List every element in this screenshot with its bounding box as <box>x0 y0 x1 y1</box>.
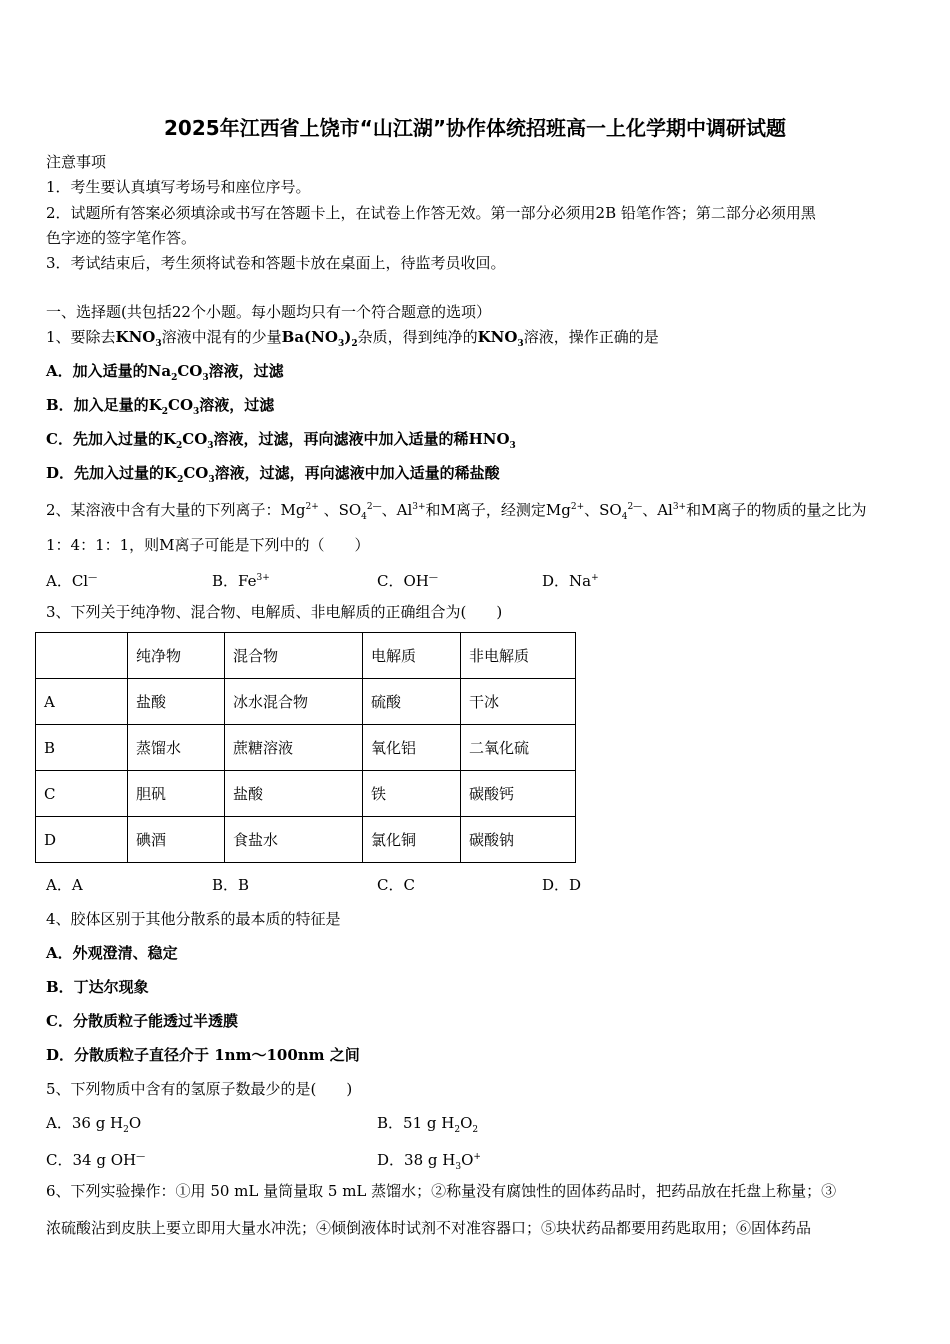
question-3-option-b[interactable]: B．B <box>212 876 250 894</box>
question-3-option-c[interactable]: C．C <box>377 876 415 894</box>
table-cell: 胆矾 <box>128 771 225 817</box>
notice-item: 2．试题所有答案必须填涂或书写在答题卡上，在试卷上作答无效。第一部分必须用2B 铅笔作答；第二部分必须用黑 <box>46 204 816 222</box>
question-6-stem: 6、下列实验操作：①用 50 mL 量筒量取 5 mL 蒸馏水；②称量没有腐蚀性的固体药品时，把药品放在托盘上称量；③ <box>46 1182 837 1200</box>
question-2-option-a[interactable]: A．Cl— <box>46 572 98 590</box>
table-cell: A <box>36 679 128 725</box>
question-2-option-d[interactable]: D．Na+ <box>542 572 599 590</box>
question-2-stem: 2、某溶液中含有大量的下列离子：$Mg^{2+}$ 、$SO_4^{2—}$、$Al^{3+}$和M离子，经测定$Mg^{2+}$、$SO_4^{2—}$、$Al^{3+}$和M离子的物质的量之比为 <box>46 501 867 522</box>
question-4-option-b[interactable]: B．丁达尔现象 <box>46 978 149 996</box>
question-4-option-c[interactable]: C．分散质粒子能透过半透膜 <box>46 1012 238 1030</box>
table-cell: 硫酸 <box>363 679 461 725</box>
table-cell: 氯化铜 <box>363 817 461 863</box>
table-cell: 氧化铝 <box>363 725 461 771</box>
table-cell: 食盐水 <box>225 817 363 863</box>
question-2-option-c[interactable]: C．OH— <box>377 572 438 590</box>
table-cell: 碘酒 <box>128 817 225 863</box>
table-cell: 蒸馏水 <box>128 725 225 771</box>
question-2-stem-cont: 1：4：1：1，则M离子可能是下列中的（ ） <box>46 536 370 554</box>
table-cell: 碳酸钠 <box>461 817 576 863</box>
question-4-stem: 4、胶体区别于其他分散系的最本质的特征是 <box>46 910 341 928</box>
table-cell: 混合物 <box>225 633 363 679</box>
table-header-row <box>36 633 576 679</box>
question-3-option-d[interactable]: D．D <box>542 876 582 894</box>
section-heading: 一、选择题(共包括22个小题。每小题均只有一个符合题意的选项） <box>46 303 491 321</box>
question-2-option-b[interactable]: B．$Fe^{3+}$ <box>212 572 270 590</box>
question-5-stem: 5、下列物质中含有的氢原子数最少的是( ) <box>46 1080 353 1098</box>
table-row <box>36 679 576 725</box>
table-cell: D <box>36 817 128 863</box>
table-row <box>36 725 576 771</box>
question-5-option-b[interactable]: B．51 g $H_2O_2$ <box>377 1114 479 1135</box>
table-cell: 盐酸 <box>128 679 225 725</box>
question-1-option-d[interactable]: D．先加入过量的$K_2CO_3$溶液，过滤，再向滤液中加入适量的稀盐酸 <box>46 464 500 485</box>
table-cell: 冰水混合物 <box>225 679 363 725</box>
table-cell: 碳酸钙 <box>461 771 576 817</box>
table-cell: 蔗糖溶液 <box>225 725 363 771</box>
question-5-option-c[interactable]: C．34 g OH— <box>46 1151 146 1169</box>
table-cell: B <box>36 725 128 771</box>
question-3-option-a[interactable]: A．A <box>46 876 83 894</box>
question-1-stem: 1、要除去$KNO_3$溶液中混有的少量$Ba(NO_3)_2$杂质，得到纯净的$KNO_3$溶液，操作正确的是 <box>46 328 659 349</box>
table-row <box>36 771 576 817</box>
question-1-option-a[interactable]: A．加入适量的$Na_2CO_3$溶液，过滤 <box>46 362 284 383</box>
question-5-option-d[interactable]: D．38 g $H_3O^+$ <box>377 1151 481 1172</box>
table-cell: 纯净物 <box>128 633 225 679</box>
table-cell: 电解质 <box>363 633 461 679</box>
table-cell: 铁 <box>363 771 461 817</box>
table-row <box>36 817 576 863</box>
question-4-option-a[interactable]: A．外观澄清、稳定 <box>46 944 178 962</box>
question-1-option-c[interactable]: C．先加入过量的$K_2CO_3$溶液，过滤，再向滤液中加入适量的稀$HNO_3$ <box>46 430 516 451</box>
table-cell: 干冰 <box>461 679 576 725</box>
notice-item: 1．考生要认真填写考场号和座位序号。 <box>46 178 311 196</box>
table-cell: C <box>36 771 128 817</box>
question-5-option-a[interactable]: A．36 g $H_2O$ <box>46 1114 142 1135</box>
notice-item: 3．考试结束后，考生须将试卷和答题卡放在桌面上，待监考员收回。 <box>46 254 506 272</box>
table-cell: 非电解质 <box>461 633 576 679</box>
table-cell: 二氧化硫 <box>461 725 576 771</box>
table-cell <box>36 633 128 679</box>
question-3-table <box>35 632 576 863</box>
table-cell: 盐酸 <box>225 771 363 817</box>
question-4-option-d[interactable]: D．分散质粒子直径介于 1nm～100nm 之间 <box>46 1046 360 1064</box>
question-6-stem-cont: 浓硫酸沾到皮肤上要立即用大量水冲洗；④倾倒液体时试剂不对准容器口；⑤块状药品都要用药匙取用；⑥固体药品 <box>46 1219 812 1237</box>
question-1-option-b[interactable]: B．加入足量的$K_2CO_3$溶液，过滤 <box>46 396 275 417</box>
notice-item: 色字迹的签字笔作答。 <box>46 229 197 247</box>
page-title: 2025年江西省上饶市“山江湖”协作体统招班高一上化学期中调研试题 <box>164 116 786 140</box>
notice-heading: 注意事项 <box>46 153 107 171</box>
question-3-stem: 3、下列关于纯净物、混合物、电解质、非电解质的正确组合为( ) <box>46 603 503 621</box>
